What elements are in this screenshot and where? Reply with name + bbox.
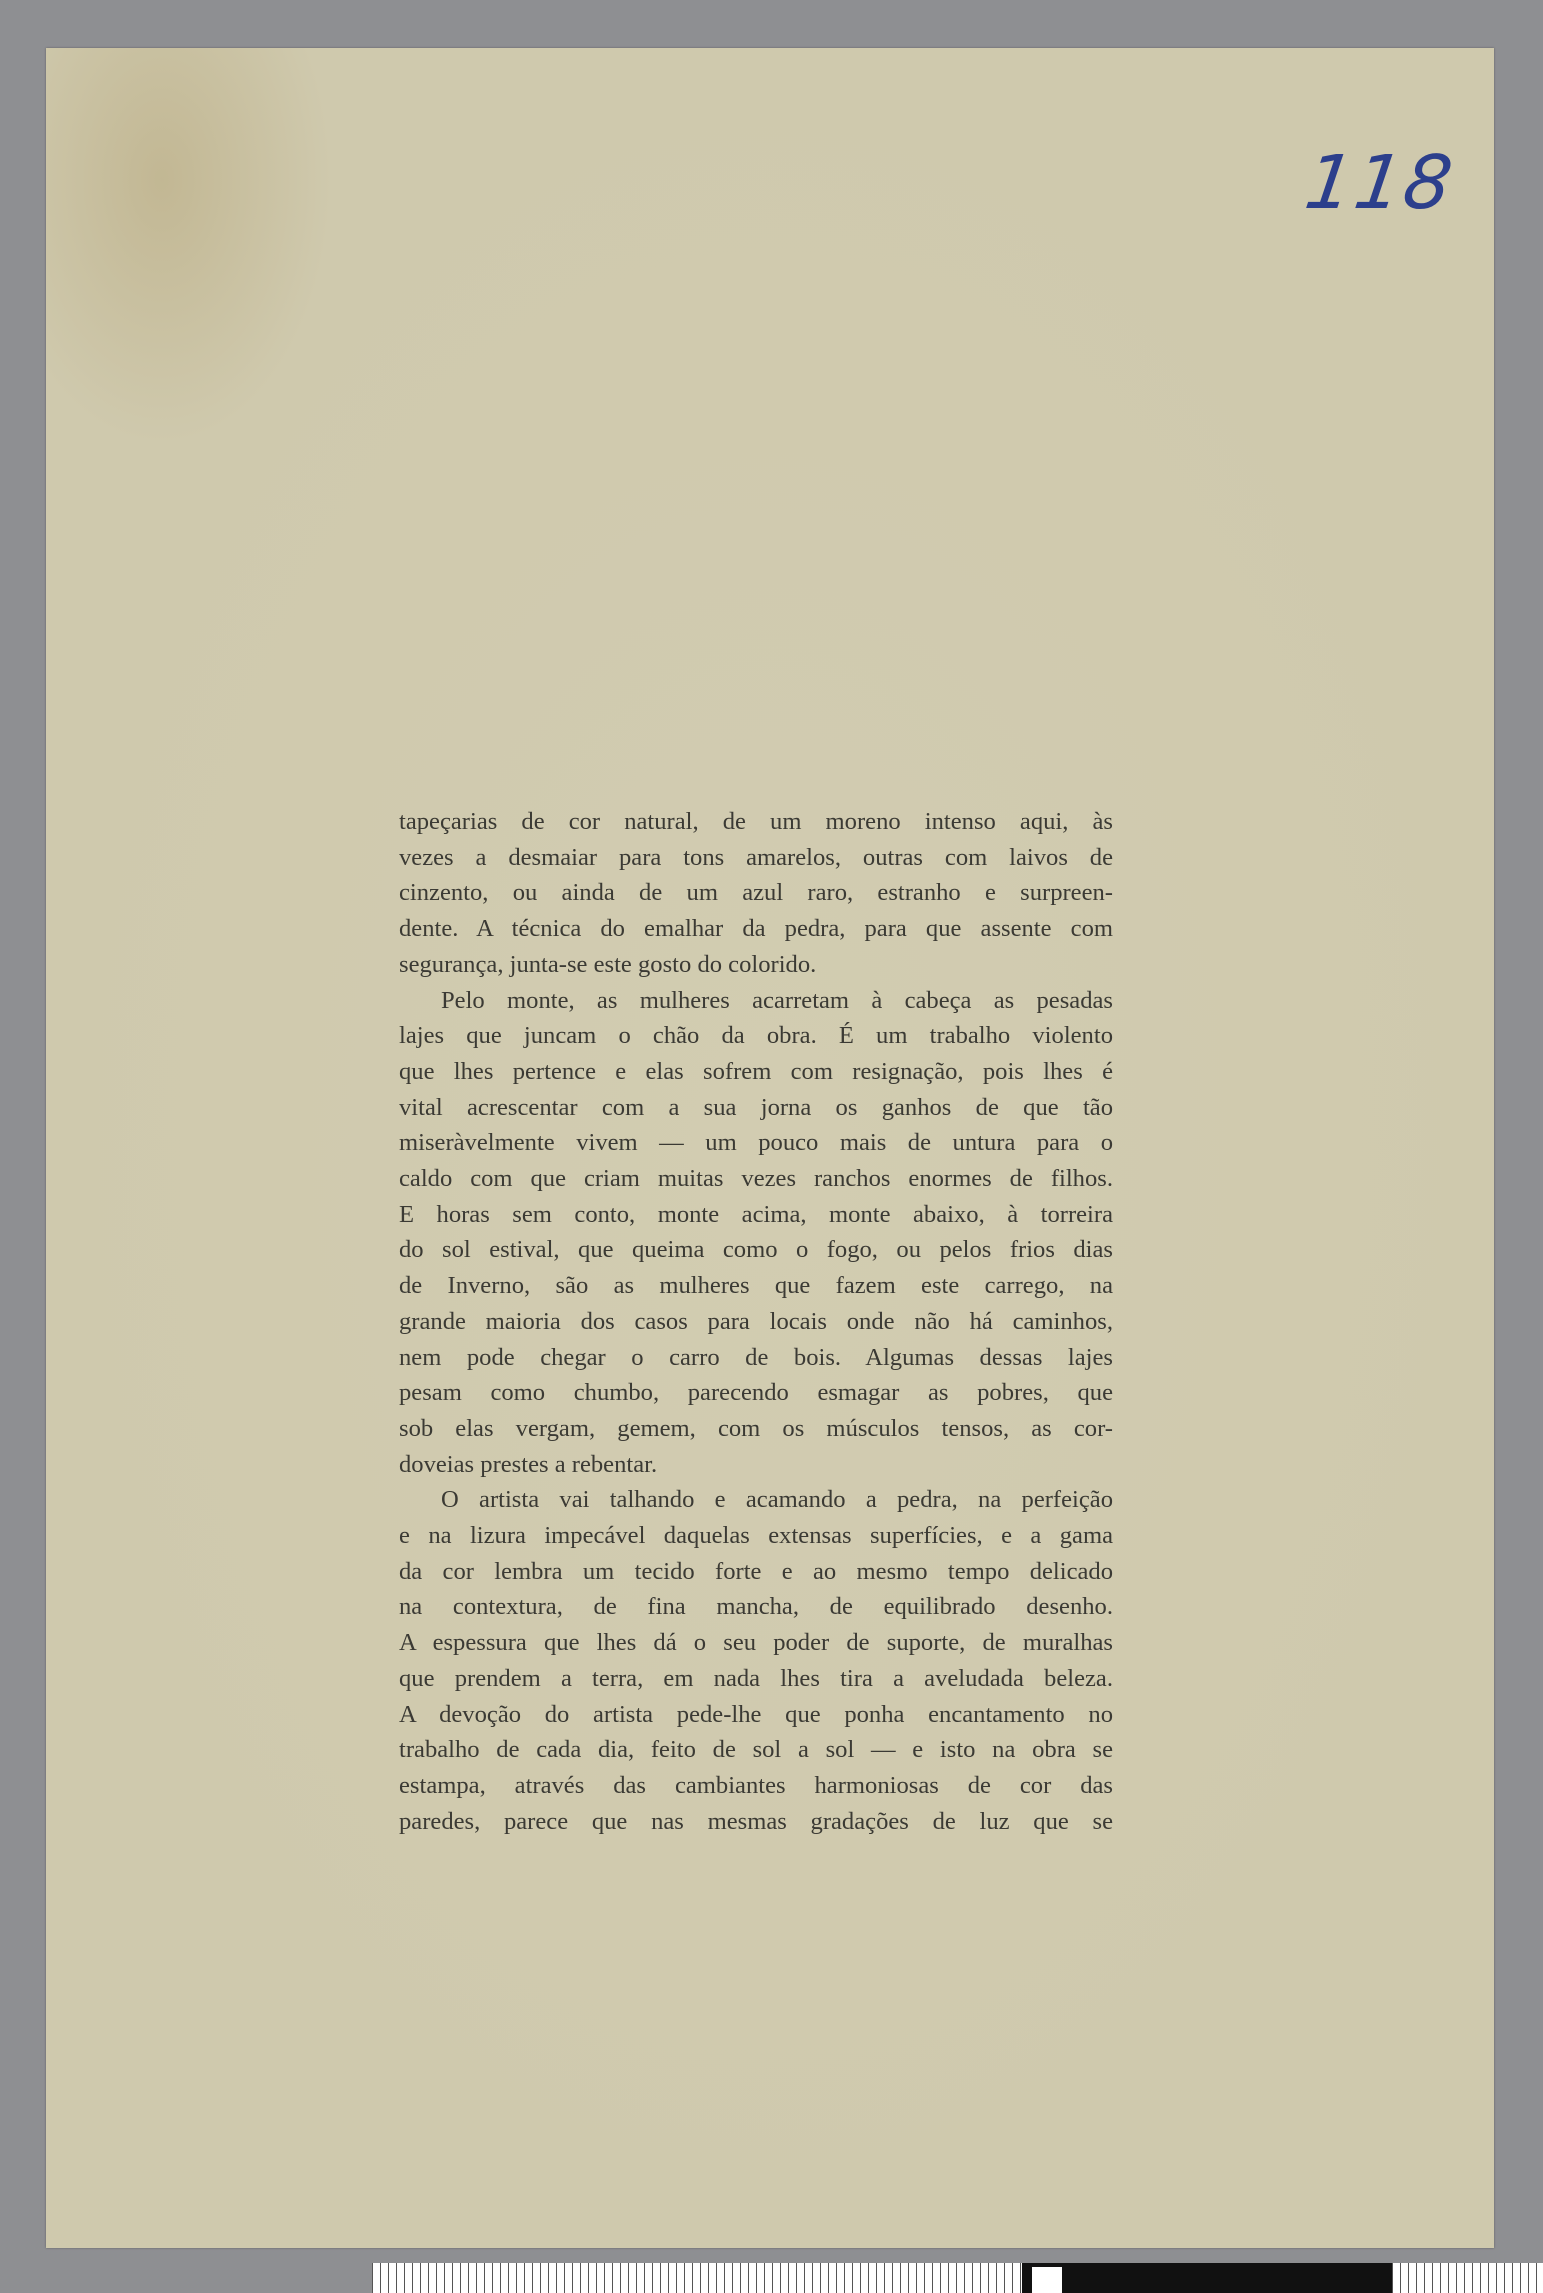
text-line: na contextura, de fina mancha, de equilibrado desenho.: [399, 1593, 1113, 1621]
ruler-white-patch: [1032, 2267, 1062, 2293]
text-line: estampa, através das cambiantes harmoniosas de cor das: [399, 1771, 1113, 1799]
text-line: cinzento, ou ainda de um azul raro, estranho e surpreen-: [399, 879, 1113, 907]
text-line: grande maioria dos casos para locais onde não há caminhos,: [399, 1307, 1113, 1335]
body-text: [399, 804, 1113, 1839]
ruler-ticks: [372, 2263, 1022, 2293]
text-line: paredes, parece que nas mesmas gradações de luz que se: [399, 1807, 1113, 1835]
text-line: do sol estival, que queima como o fogo, ou pelos frios dias: [399, 1236, 1113, 1264]
text-line: O artista vai talhando e acamando a pedra, na perfeição: [441, 1486, 1113, 1514]
text-line: doveias prestes a rebentar.: [399, 1450, 658, 1478]
text-line: que prendem a terra, em nada lhes tira a aveludada beleza.: [399, 1664, 1113, 1692]
paragraph: [399, 1482, 1113, 1839]
text-line: lajes que juncam o chão da obra. É um trabalho violento: [399, 1022, 1113, 1050]
text-line: que lhes pertence e elas sofrem com resignação, pois lhes é: [399, 1057, 1113, 1085]
paragraph: [399, 983, 1113, 1483]
text-line: dente. A técnica do emalhar da pedra, para que assente com: [399, 915, 1113, 943]
paragraph: [399, 804, 1113, 983]
text-line: segurança, junta-se este gosto do colorido.: [399, 950, 817, 978]
text-line: sob elas vergam, gemem, com os músculos tensos, as cor-: [399, 1414, 1113, 1442]
text-line: miseràvelmente vivem — um pouco mais de untura para o: [399, 1129, 1113, 1157]
text-line: pesam como chumbo, parecendo esmagar as pobres, que: [399, 1379, 1113, 1407]
text-line: caldo com que criam muitas vezes ranchos enormes de filhos.: [399, 1165, 1113, 1193]
text-line: vital acrescentar com a sua jorna os ganhos de que tão: [399, 1093, 1113, 1121]
text-line: Pelo monte, as mulheres acarretam à cabeça as pesadas: [441, 986, 1113, 1014]
text-line: da cor lembra um tecido forte e ao mesmo tempo delicado: [399, 1557, 1113, 1585]
handwritten-page-number: 118: [1299, 140, 1460, 226]
text-line: tapeçarias de cor natural, de um moreno intenso aqui, às: [399, 808, 1113, 835]
text-line: A espessura que lhes dá o seu poder de suporte, de muralhas: [399, 1629, 1113, 1657]
ruler-ticks-right: [1392, 2263, 1543, 2293]
text-line: trabalho de cada dia, feito de sol a sol — e isto na obra se: [399, 1736, 1113, 1764]
text-line: vezes a desmaiar para tons amarelos, outras com laivos de: [399, 843, 1113, 871]
ruler-dark-bar: [1022, 2263, 1392, 2293]
document-page: [46, 48, 1494, 2248]
scale-ruler: [372, 2263, 1543, 2293]
text-line: e na lizura impecável daquelas extensas superfícies, e a gama: [399, 1522, 1113, 1550]
text-line: nem pode chegar o carro de bois. Algumas dessas lajes: [399, 1343, 1113, 1371]
text-line: de Inverno, são as mulheres que fazem este carrego, na: [399, 1272, 1113, 1300]
text-line: E horas sem conto, monte acima, monte abaixo, à torreira: [399, 1200, 1113, 1228]
text-line: A devoção do artista pede-lhe que ponha encantamento no: [399, 1700, 1113, 1728]
